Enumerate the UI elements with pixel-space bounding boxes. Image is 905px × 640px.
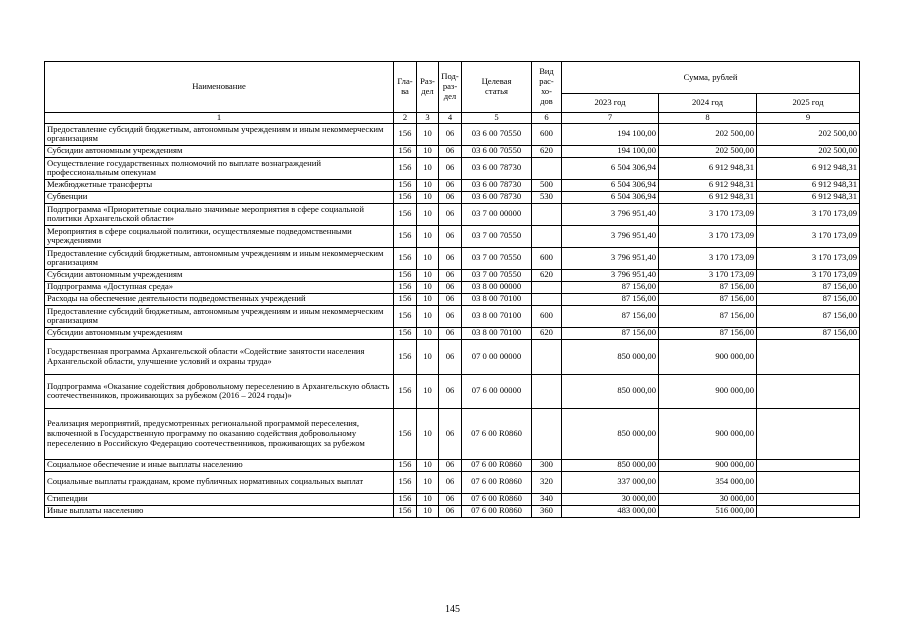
row-sum-2025: 3 170 173,09 bbox=[757, 247, 860, 269]
row-razdel: 10 bbox=[417, 471, 439, 493]
row-vid: 600 bbox=[532, 123, 562, 145]
header-glava: Гла- ва bbox=[394, 62, 417, 113]
row-target: 03 8 00 70100 bbox=[462, 293, 532, 305]
row-glava: 156 bbox=[394, 191, 417, 203]
row-podrazdel: 06 bbox=[439, 281, 462, 293]
row-glava: 156 bbox=[394, 459, 417, 471]
row-glava: 156 bbox=[394, 408, 417, 459]
row-sum-2024: 3 170 173,09 bbox=[659, 225, 757, 247]
row-razdel: 10 bbox=[417, 247, 439, 269]
row-razdel: 10 bbox=[417, 203, 439, 225]
column-number: 2 bbox=[394, 113, 417, 124]
row-sum-2023: 194 100,00 bbox=[562, 123, 659, 145]
row-target: 03 7 00 00000 bbox=[462, 203, 532, 225]
row-target: 07 6 00 R0860 bbox=[462, 459, 532, 471]
row-vid: 300 bbox=[532, 459, 562, 471]
row-sum-2024: 202 500,00 bbox=[659, 123, 757, 145]
row-name: Государственная программа Архангельской области «Содействие занятости населения Архангельской области, улучшение условий и охраны труда» bbox=[45, 339, 394, 374]
row-razdel: 10 bbox=[417, 305, 439, 327]
row-podrazdel: 06 bbox=[439, 247, 462, 269]
row-razdel: 10 bbox=[417, 145, 439, 157]
table-row bbox=[45, 123, 860, 145]
column-number: 9 bbox=[757, 113, 860, 124]
header-2024: 2024 год bbox=[659, 94, 757, 113]
row-sum-2024: 6 912 948,31 bbox=[659, 157, 757, 179]
row-sum-2023: 3 796 951,40 bbox=[562, 203, 659, 225]
row-podrazdel: 06 bbox=[439, 471, 462, 493]
row-sum-2023: 850 000,00 bbox=[562, 374, 659, 408]
row-podrazdel: 06 bbox=[439, 505, 462, 517]
row-vid bbox=[532, 157, 562, 179]
table-row bbox=[45, 339, 860, 374]
table-row bbox=[45, 408, 860, 459]
row-vid bbox=[532, 281, 562, 293]
column-number: 4 bbox=[439, 113, 462, 124]
row-name: Подпрограмма «Приоритетные социально значимые мероприятия в сфере социальной политики Архангельской области» bbox=[45, 203, 394, 225]
row-name: Предоставление субсидий бюджетным, автономным учреждениям и иным некоммерческим организациям bbox=[45, 305, 394, 327]
row-sum-2024: 6 912 948,31 bbox=[659, 191, 757, 203]
row-vid: 600 bbox=[532, 305, 562, 327]
row-name: Подпрограмма «Доступная среда» bbox=[45, 281, 394, 293]
row-sum-2025 bbox=[757, 493, 860, 505]
row-name: Предоставление субсидий бюджетным, автономным учреждениям и иным некоммерческим организациям bbox=[45, 123, 394, 145]
row-razdel: 10 bbox=[417, 493, 439, 505]
row-sum-2025: 3 170 173,09 bbox=[757, 203, 860, 225]
row-sum-2025: 87 156,00 bbox=[757, 293, 860, 305]
row-name: Социальное обеспечение и иные выплаты населению bbox=[45, 459, 394, 471]
row-name: Иные выплаты населению bbox=[45, 505, 394, 517]
row-sum-2024: 30 000,00 bbox=[659, 493, 757, 505]
row-razdel: 10 bbox=[417, 505, 439, 517]
row-sum-2025 bbox=[757, 339, 860, 374]
row-razdel: 10 bbox=[417, 459, 439, 471]
row-razdel: 10 bbox=[417, 269, 439, 281]
row-name: Субсидии автономным учреждениям bbox=[45, 327, 394, 339]
row-glava: 156 bbox=[394, 203, 417, 225]
row-sum-2024: 3 170 173,09 bbox=[659, 247, 757, 269]
row-name: Субсидии автономным учреждениям bbox=[45, 145, 394, 157]
row-vid: 600 bbox=[532, 247, 562, 269]
row-target: 03 8 00 70100 bbox=[462, 327, 532, 339]
row-podrazdel: 06 bbox=[439, 123, 462, 145]
row-sum-2023: 6 504 306,94 bbox=[562, 191, 659, 203]
table-row bbox=[45, 203, 860, 225]
row-podrazdel: 06 bbox=[439, 305, 462, 327]
row-vid: 620 bbox=[532, 269, 562, 281]
row-sum-2023: 87 156,00 bbox=[562, 327, 659, 339]
row-sum-2025 bbox=[757, 471, 860, 493]
row-razdel: 10 bbox=[417, 374, 439, 408]
column-number: 3 bbox=[417, 113, 439, 124]
column-number: 5 bbox=[462, 113, 532, 124]
table-row bbox=[45, 157, 860, 179]
row-podrazdel: 06 bbox=[439, 327, 462, 339]
row-name: Расходы на обеспечение деятельности подведомственных учреждений bbox=[45, 293, 394, 305]
row-sum-2024: 3 170 173,09 bbox=[659, 203, 757, 225]
row-vid bbox=[532, 293, 562, 305]
column-number: 6 bbox=[532, 113, 562, 124]
row-sum-2023: 194 100,00 bbox=[562, 145, 659, 157]
row-glava: 156 bbox=[394, 123, 417, 145]
row-target: 07 6 00 00000 bbox=[462, 374, 532, 408]
row-sum-2025 bbox=[757, 374, 860, 408]
row-sum-2024: 6 912 948,31 bbox=[659, 179, 757, 191]
row-name: Предоставление субсидий бюджетным, автономным учреждениям и иным некоммерческим организациям bbox=[45, 247, 394, 269]
row-razdel: 10 bbox=[417, 191, 439, 203]
row-sum-2024: 900 000,00 bbox=[659, 339, 757, 374]
row-razdel: 10 bbox=[417, 293, 439, 305]
row-sum-2023: 87 156,00 bbox=[562, 293, 659, 305]
table-row bbox=[45, 505, 860, 517]
row-podrazdel: 06 bbox=[439, 408, 462, 459]
table-row bbox=[45, 247, 860, 269]
row-sum-2023: 3 796 951,40 bbox=[562, 225, 659, 247]
row-target: 03 6 00 78730 bbox=[462, 157, 532, 179]
table-row bbox=[45, 191, 860, 203]
row-sum-2025: 87 156,00 bbox=[757, 281, 860, 293]
row-sum-2024: 354 000,00 bbox=[659, 471, 757, 493]
row-target: 07 6 00 R0860 bbox=[462, 408, 532, 459]
table-row bbox=[45, 459, 860, 471]
row-sum-2023: 3 796 951,40 bbox=[562, 247, 659, 269]
row-name: Подпрограмма «Оказание содействия добровольному переселению в Архангельскую область соотечественников, проживающих за рубежом (2016 – 2024 годы)» bbox=[45, 374, 394, 408]
row-glava: 156 bbox=[394, 471, 417, 493]
column-number: 1 bbox=[45, 113, 394, 124]
table-row bbox=[45, 374, 860, 408]
row-sum-2023: 6 504 306,94 bbox=[562, 157, 659, 179]
row-podrazdel: 06 bbox=[439, 225, 462, 247]
table-row bbox=[45, 471, 860, 493]
row-glava: 156 bbox=[394, 493, 417, 505]
row-vid: 360 bbox=[532, 505, 562, 517]
column-number: 7 bbox=[562, 113, 659, 124]
row-sum-2023: 87 156,00 bbox=[562, 305, 659, 327]
row-podrazdel: 06 bbox=[439, 179, 462, 191]
row-sum-2023: 850 000,00 bbox=[562, 459, 659, 471]
row-name: Межбюджетные трансферты bbox=[45, 179, 394, 191]
row-sum-2023: 483 000,00 bbox=[562, 505, 659, 517]
row-vid: 620 bbox=[532, 145, 562, 157]
row-vid bbox=[532, 203, 562, 225]
row-sum-2024: 3 170 173,09 bbox=[659, 269, 757, 281]
row-glava: 156 bbox=[394, 281, 417, 293]
row-sum-2025 bbox=[757, 505, 860, 517]
row-sum-2025 bbox=[757, 408, 860, 459]
row-sum-2023: 87 156,00 bbox=[562, 281, 659, 293]
row-podrazdel: 06 bbox=[439, 203, 462, 225]
row-glava: 156 bbox=[394, 327, 417, 339]
row-sum-2024: 900 000,00 bbox=[659, 408, 757, 459]
budget-table bbox=[44, 61, 860, 518]
row-sum-2025: 3 170 173,09 bbox=[757, 225, 860, 247]
row-glava: 156 bbox=[394, 145, 417, 157]
row-glava: 156 bbox=[394, 225, 417, 247]
row-vid: 530 bbox=[532, 191, 562, 203]
table-row bbox=[45, 269, 860, 281]
table-row bbox=[45, 281, 860, 293]
row-podrazdel: 06 bbox=[439, 459, 462, 471]
row-target: 03 7 00 70550 bbox=[462, 247, 532, 269]
row-razdel: 10 bbox=[417, 225, 439, 247]
row-target: 03 8 00 70100 bbox=[462, 305, 532, 327]
row-sum-2025: 202 500,00 bbox=[757, 145, 860, 157]
row-sum-2025: 6 912 948,31 bbox=[757, 191, 860, 203]
header-name: Наименование bbox=[45, 62, 394, 113]
table-row bbox=[45, 145, 860, 157]
row-glava: 156 bbox=[394, 293, 417, 305]
row-sum-2024: 87 156,00 bbox=[659, 305, 757, 327]
row-podrazdel: 06 bbox=[439, 493, 462, 505]
header-2025: 2025 год bbox=[757, 94, 860, 113]
row-vid bbox=[532, 225, 562, 247]
row-target: 03 6 00 70550 bbox=[462, 123, 532, 145]
row-vid bbox=[532, 408, 562, 459]
row-sum-2024: 87 156,00 bbox=[659, 281, 757, 293]
row-name: Стипендии bbox=[45, 493, 394, 505]
row-sum-2023: 337 000,00 bbox=[562, 471, 659, 493]
row-razdel: 10 bbox=[417, 123, 439, 145]
row-razdel: 10 bbox=[417, 408, 439, 459]
row-name: Социальные выплаты гражданам, кроме публичных нормативных социальных выплат bbox=[45, 471, 394, 493]
header-podrazdel: Под- раз- дел bbox=[439, 62, 462, 113]
table-row bbox=[45, 327, 860, 339]
row-vid bbox=[532, 339, 562, 374]
row-glava: 156 bbox=[394, 505, 417, 517]
row-vid: 340 bbox=[532, 493, 562, 505]
row-podrazdel: 06 bbox=[439, 293, 462, 305]
column-number: 8 bbox=[659, 113, 757, 124]
row-sum-2025: 87 156,00 bbox=[757, 327, 860, 339]
row-sum-2025: 6 912 948,31 bbox=[757, 179, 860, 191]
table-body bbox=[45, 123, 860, 517]
row-podrazdel: 06 bbox=[439, 339, 462, 374]
row-name: Субвенции bbox=[45, 191, 394, 203]
row-podrazdel: 06 bbox=[439, 374, 462, 408]
row-glava: 156 bbox=[394, 157, 417, 179]
row-target: 03 6 00 78730 bbox=[462, 191, 532, 203]
row-sum-2023: 850 000,00 bbox=[562, 339, 659, 374]
row-razdel: 10 bbox=[417, 157, 439, 179]
table-row bbox=[45, 293, 860, 305]
table-row bbox=[45, 305, 860, 327]
row-podrazdel: 06 bbox=[439, 191, 462, 203]
row-glava: 156 bbox=[394, 269, 417, 281]
row-sum-2024: 900 000,00 bbox=[659, 374, 757, 408]
row-glava: 156 bbox=[394, 305, 417, 327]
row-razdel: 10 bbox=[417, 179, 439, 191]
page-number: 145 bbox=[445, 604, 460, 615]
row-name: Реализация мероприятий, предусмотренных региональной программой переселения, включенной в Государственную программу по оказанию содействия добровольному переселению в Российскую Федерацию соотечественников, проживающих за рубежом bbox=[45, 408, 394, 459]
row-target: 07 6 00 R0860 bbox=[462, 471, 532, 493]
row-sum-2025: 202 500,00 bbox=[757, 123, 860, 145]
row-razdel: 10 bbox=[417, 327, 439, 339]
column-numbers-row bbox=[45, 113, 860, 124]
row-glava: 156 bbox=[394, 339, 417, 374]
row-podrazdel: 06 bbox=[439, 157, 462, 179]
row-vid: 320 bbox=[532, 471, 562, 493]
row-sum-2024: 87 156,00 bbox=[659, 327, 757, 339]
row-glava: 156 bbox=[394, 374, 417, 408]
row-sum-2024: 202 500,00 bbox=[659, 145, 757, 157]
row-glava: 156 bbox=[394, 247, 417, 269]
header-target: Целевая статья bbox=[462, 62, 532, 113]
table-row bbox=[45, 225, 860, 247]
row-name: Субсидии автономным учреждениям bbox=[45, 269, 394, 281]
row-target: 07 6 00 R0860 bbox=[462, 505, 532, 517]
row-target: 07 0 00 00000 bbox=[462, 339, 532, 374]
header-vid: Вид рас- хо- дов bbox=[532, 62, 562, 113]
row-podrazdel: 06 bbox=[439, 145, 462, 157]
row-sum-2024: 900 000,00 bbox=[659, 459, 757, 471]
row-sum-2023: 6 504 306,94 bbox=[562, 179, 659, 191]
row-sum-2025: 87 156,00 bbox=[757, 305, 860, 327]
row-vid: 620 bbox=[532, 327, 562, 339]
row-sum-2023: 850 000,00 bbox=[562, 408, 659, 459]
row-target: 03 6 00 70550 bbox=[462, 145, 532, 157]
header-razdel: Раз- дел bbox=[417, 62, 439, 113]
row-sum-2024: 516 000,00 bbox=[659, 505, 757, 517]
row-vid bbox=[532, 374, 562, 408]
row-sum-2025 bbox=[757, 459, 860, 471]
table-row bbox=[45, 493, 860, 505]
row-target: 03 7 00 70550 bbox=[462, 225, 532, 247]
table-row bbox=[45, 179, 860, 191]
row-target: 03 6 00 78730 bbox=[462, 179, 532, 191]
row-sum-2023: 30 000,00 bbox=[562, 493, 659, 505]
row-name: Мероприятия в сфере социальной политики, осуществляемые подведомственными учреждениями bbox=[45, 225, 394, 247]
row-podrazdel: 06 bbox=[439, 269, 462, 281]
header-2023: 2023 год bbox=[562, 94, 659, 113]
row-sum-2023: 3 796 951,40 bbox=[562, 269, 659, 281]
row-name: Осуществление государственных полномочий по выплате вознаграждений профессиональным опекунам bbox=[45, 157, 394, 179]
row-sum-2025: 3 170 173,09 bbox=[757, 269, 860, 281]
row-target: 07 6 00 R0860 bbox=[462, 493, 532, 505]
row-sum-2025: 6 912 948,31 bbox=[757, 157, 860, 179]
row-vid: 500 bbox=[532, 179, 562, 191]
header-sum: Сумма, рублей bbox=[562, 62, 860, 94]
row-sum-2024: 87 156,00 bbox=[659, 293, 757, 305]
row-razdel: 10 bbox=[417, 281, 439, 293]
row-target: 03 8 00 00000 bbox=[462, 281, 532, 293]
row-razdel: 10 bbox=[417, 339, 439, 374]
row-target: 03 7 00 70550 bbox=[462, 269, 532, 281]
row-glava: 156 bbox=[394, 179, 417, 191]
